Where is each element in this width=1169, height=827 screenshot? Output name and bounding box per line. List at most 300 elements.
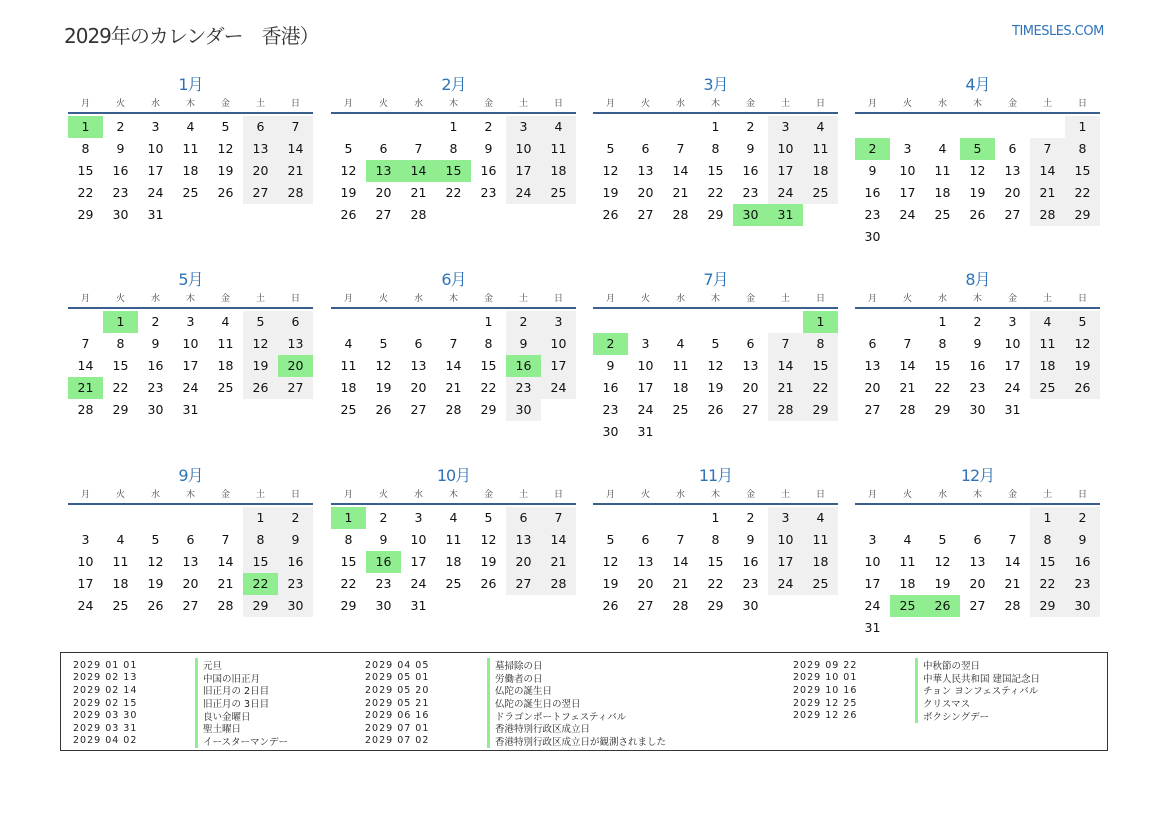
month-1 (68, 74, 313, 226)
month-name: 12月 (960, 466, 995, 485)
month-2 (331, 74, 576, 226)
day-cell: 9 (746, 532, 755, 547)
holiday-date: 2029 03 31 (73, 722, 138, 734)
day-grid (331, 116, 576, 226)
day-cell: 15 (1030, 551, 1065, 573)
day-cell: 7 (1030, 138, 1065, 160)
weekday-label: 土 (780, 294, 790, 304)
weekday-label: 木 (448, 490, 458, 500)
day-cell: 21 (1004, 576, 1021, 591)
day-cell: 28 (77, 402, 94, 417)
day-cell: 20 (1004, 185, 1021, 200)
day-cell: 15 (1065, 160, 1100, 182)
weekday-label: 金 (1007, 490, 1017, 500)
day-cell: 26 (602, 207, 619, 222)
weekday-label: 月 (343, 99, 353, 109)
holiday-day-cell: 1 (103, 311, 138, 333)
month-name: 6月 (441, 270, 466, 289)
weekday-label: 金 (745, 490, 755, 500)
day-cell: 16 (742, 554, 759, 569)
day-cell: 29 (480, 402, 497, 417)
day-cell: 28 (1004, 598, 1021, 613)
day-cell: 28 (410, 207, 427, 222)
holiday-name: 聖土曜日 (195, 721, 241, 735)
day-cell: 12 (969, 163, 986, 178)
empty-cell (925, 116, 960, 138)
day-cell: 19 (707, 380, 724, 395)
day-cell: 21 (278, 160, 313, 182)
day-cell: 26 (1065, 377, 1100, 399)
day-cell: 2 (116, 119, 125, 134)
day-cell: 18 (899, 576, 916, 591)
day-cell: 7 (903, 336, 912, 351)
day-cell: 8 (938, 336, 947, 351)
weekday-label: 日 (553, 490, 563, 500)
weekday-label: 金 (1007, 294, 1017, 304)
weekday-label: 木 (448, 99, 458, 109)
empty-cell (436, 311, 471, 333)
empty-cell (890, 116, 925, 138)
holiday-name: 香港特別行政区成立日が観測されました (487, 734, 666, 748)
day-cell: 20 (742, 380, 759, 395)
day-cell: 6 (278, 311, 313, 333)
day-cell: 21 (1030, 182, 1065, 204)
empty-cell (331, 116, 366, 138)
month-name: 9月 (178, 466, 203, 485)
day-cell: 29 (340, 598, 357, 613)
day-cell: 15 (707, 163, 724, 178)
day-cell: 26 (375, 402, 392, 417)
day-cell: 18 (445, 554, 462, 569)
holiday-date: 2029 06 16 (365, 710, 430, 722)
weekday-label: 月 (867, 490, 877, 500)
day-cell: 13 (243, 138, 278, 160)
day-cell: 31 (1004, 402, 1021, 417)
day-cell: 16 (278, 551, 313, 573)
day-cell: 22 (934, 380, 951, 395)
holiday-name: 香港特別行政区成立日 (487, 721, 590, 735)
weekday-label: 金 (483, 490, 493, 500)
day-cell: 7 (221, 532, 230, 547)
day-cell: 10 (77, 554, 94, 569)
weekday-label: 日 (290, 99, 300, 109)
day-cell: 24 (768, 573, 803, 595)
weekday-header (593, 96, 838, 114)
day-cell: 27 (742, 402, 759, 417)
day-cell: 30 (506, 399, 541, 421)
holiday-row (73, 659, 288, 672)
day-cell: 14 (445, 358, 462, 373)
day-cell: 8 (344, 532, 353, 547)
day-cell: 4 (1030, 311, 1065, 333)
weekday-label: 水 (150, 294, 160, 304)
day-cell: 8 (116, 336, 125, 351)
day-cell: 2 (278, 507, 313, 529)
weekday-label: 土 (255, 294, 265, 304)
day-cell: 4 (803, 507, 838, 529)
empty-cell (1030, 116, 1065, 138)
empty-cell (768, 311, 803, 333)
day-cell: 22 (77, 185, 94, 200)
holiday-day-cell: 31 (768, 204, 803, 226)
day-cell: 1 (938, 314, 947, 329)
day-cell: 8 (81, 141, 90, 156)
empty-cell (890, 311, 925, 333)
day-cell: 30 (742, 598, 759, 613)
holiday-date: 2029 04 02 (73, 735, 138, 747)
holiday-row (73, 735, 288, 748)
empty-cell (593, 507, 628, 529)
holiday-day-cell: 13 (366, 160, 401, 182)
day-cell: 5 (1065, 311, 1100, 333)
day-cell: 12 (707, 358, 724, 373)
day-cell: 3 (186, 314, 195, 329)
day-cell: 1 (484, 314, 493, 329)
day-cell: 12 (602, 163, 619, 178)
day-cell: 2 (746, 510, 755, 525)
holiday-row (365, 709, 666, 722)
day-cell: 11 (541, 138, 576, 160)
weekday-header (331, 96, 576, 114)
empty-cell (68, 507, 103, 529)
day-cell: 7 (81, 336, 90, 351)
day-cell: 24 (899, 207, 916, 222)
holiday-day-cell: 1 (331, 507, 366, 529)
day-cell: 5 (344, 141, 353, 156)
empty-cell (855, 116, 890, 138)
weekday-label: 金 (1007, 99, 1017, 109)
holiday-date: 2029 02 14 (73, 684, 138, 696)
day-cell: 23 (278, 573, 313, 595)
site-name: TIMESLES.COM (1012, 24, 1104, 39)
day-cell: 17 (182, 358, 199, 373)
day-cell: 20 (506, 551, 541, 573)
day-cell: 29 (243, 595, 278, 617)
day-cell: 29 (1065, 204, 1100, 226)
day-cell: 26 (243, 377, 278, 399)
empty-cell (890, 507, 925, 529)
day-cell: 24 (77, 598, 94, 613)
day-grid (593, 311, 838, 443)
empty-cell (366, 311, 401, 333)
weekday-label: 火 (902, 294, 912, 304)
day-grid (331, 311, 576, 421)
holiday-date: 2029 05 21 (365, 697, 430, 709)
day-cell: 8 (1065, 138, 1100, 160)
day-cell: 25 (541, 182, 576, 204)
day-cell: 21 (410, 185, 427, 200)
day-cell: 23 (375, 576, 392, 591)
day-cell: 8 (484, 336, 493, 351)
day-cell: 14 (1004, 554, 1021, 569)
weekday-header (68, 96, 313, 114)
weekday-label: 木 (185, 99, 195, 109)
day-cell: 3 (81, 532, 90, 547)
weekday-label: 水 (150, 490, 160, 500)
day-cell: 18 (182, 163, 199, 178)
weekday-label: 水 (675, 490, 685, 500)
day-cell: 13 (637, 163, 654, 178)
weekday-label: 月 (867, 294, 877, 304)
day-cell: 4 (903, 532, 912, 547)
day-cell: 6 (243, 116, 278, 138)
day-cell: 11 (803, 529, 838, 551)
day-cell: 21 (217, 576, 234, 591)
day-cell: 29 (934, 402, 951, 417)
day-cell: 18 (803, 160, 838, 182)
day-cell: 12 (243, 333, 278, 355)
day-cell: 12 (217, 141, 234, 156)
day-cell: 23 (742, 185, 759, 200)
day-cell: 10 (1004, 336, 1021, 351)
day-cell: 28 (899, 402, 916, 417)
day-cell: 2 (484, 119, 493, 134)
day-cell: 7 (414, 141, 423, 156)
day-cell: 19 (340, 185, 357, 200)
day-cell: 24 (506, 182, 541, 204)
day-cell: 20 (637, 576, 654, 591)
day-cell: 14 (77, 358, 94, 373)
day-cell: 22 (803, 377, 838, 399)
day-cell: 3 (151, 119, 160, 134)
day-cell: 17 (864, 576, 881, 591)
day-cell: 18 (112, 576, 129, 591)
day-cell: 8 (803, 333, 838, 355)
holiday-name: 仏陀の誕生日の翌日 (487, 696, 581, 710)
holiday-day-cell: 26 (925, 595, 960, 617)
day-cell: 27 (637, 207, 654, 222)
day-cell: 25 (112, 598, 129, 613)
day-cell: 2 (151, 314, 160, 329)
day-cell: 29 (707, 207, 724, 222)
day-cell: 7 (676, 141, 685, 156)
day-cell: 8 (711, 141, 720, 156)
holiday-row (793, 697, 1040, 710)
day-cell: 14 (278, 138, 313, 160)
day-cell: 3 (868, 532, 877, 547)
day-cell: 25 (803, 573, 838, 595)
holiday-row (73, 722, 288, 735)
holiday-day-cell: 30 (733, 204, 768, 226)
day-cell: 8 (1030, 529, 1065, 551)
weekday-label: 火 (902, 99, 912, 109)
day-cell: 3 (541, 311, 576, 333)
empty-cell (401, 116, 436, 138)
holiday-row (73, 697, 288, 710)
day-cell: 13 (1004, 163, 1021, 178)
holiday-name: 労働者の日 (487, 671, 543, 685)
empty-cell (698, 311, 733, 333)
day-cell: 26 (602, 598, 619, 613)
empty-cell (663, 507, 698, 529)
month-name: 10月 (436, 466, 471, 485)
weekday-label: 日 (1077, 99, 1087, 109)
day-cell: 11 (182, 141, 199, 156)
day-cell: 9 (746, 141, 755, 156)
day-cell: 17 (768, 160, 803, 182)
day-cell: 19 (243, 355, 278, 377)
day-cell: 26 (969, 207, 986, 222)
day-cell: 25 (445, 576, 462, 591)
day-cell: 5 (484, 510, 493, 525)
empty-cell (960, 507, 995, 529)
day-cell: 17 (147, 163, 164, 178)
day-cell: 18 (803, 551, 838, 573)
day-cell: 3 (903, 141, 912, 156)
day-cell: 10 (864, 554, 881, 569)
day-cell: 9 (1065, 529, 1100, 551)
weekday-label: 金 (220, 294, 230, 304)
day-cell: 5 (243, 311, 278, 333)
empty-cell (593, 311, 628, 333)
weekday-header (855, 96, 1100, 114)
holiday-row (365, 684, 666, 697)
weekday-label: 火 (640, 490, 650, 500)
day-cell: 6 (1008, 141, 1017, 156)
day-cell: 5 (711, 336, 720, 351)
empty-cell (663, 116, 698, 138)
weekday-label: 日 (1077, 490, 1087, 500)
day-cell: 25 (217, 380, 234, 395)
holiday-date: 2029 07 02 (365, 735, 430, 747)
weekday-label: 月 (867, 99, 877, 109)
day-grid (68, 311, 313, 421)
day-grid (855, 116, 1100, 248)
weekday-label: 土 (518, 99, 528, 109)
day-cell: 20 (637, 185, 654, 200)
day-cell: 24 (864, 598, 881, 613)
holiday-day-cell: 1 (68, 116, 103, 138)
day-cell: 6 (868, 336, 877, 351)
day-cell: 8 (449, 141, 458, 156)
day-cell: 6 (506, 507, 541, 529)
holiday-row (793, 709, 1040, 722)
day-cell: 6 (973, 532, 982, 547)
holiday-date: 2029 03 30 (73, 710, 138, 722)
holiday-row (73, 672, 288, 685)
day-cell: 9 (973, 336, 982, 351)
day-cell: 23 (147, 380, 164, 395)
day-cell: 20 (243, 160, 278, 182)
holiday-name: 元旦 (195, 658, 222, 672)
month-11 (593, 465, 838, 617)
holiday-date: 2029 05 20 (365, 684, 430, 696)
day-cell: 7 (676, 532, 685, 547)
day-cell: 28 (672, 207, 689, 222)
weekday-label: 水 (675, 99, 685, 109)
month-8 (855, 269, 1100, 421)
day-cell: 26 (217, 185, 234, 200)
holiday-day-cell: 1 (803, 311, 838, 333)
weekday-label: 土 (518, 294, 528, 304)
holiday-day-cell: 5 (960, 138, 995, 160)
holiday-row (73, 709, 288, 722)
month-6 (331, 269, 576, 421)
weekday-label: 土 (1042, 294, 1052, 304)
day-cell: 26 (340, 207, 357, 222)
day-cell: 7 (1008, 532, 1017, 547)
day-cell: 19 (1065, 355, 1100, 377)
day-cell: 24 (147, 185, 164, 200)
month-name: 11月 (698, 466, 733, 485)
month-5 (68, 269, 313, 421)
weekday-label: 日 (553, 99, 563, 109)
day-cell: 10 (506, 138, 541, 160)
holiday-name: ドラゴンボートフェスティバル (487, 709, 626, 723)
day-cell: 2 (973, 314, 982, 329)
day-cell: 2 (379, 510, 388, 525)
holiday-date: 2029 02 13 (73, 672, 138, 684)
holiday-date: 2029 05 01 (365, 672, 430, 684)
day-cell: 21 (445, 380, 462, 395)
day-cell: 6 (641, 141, 650, 156)
day-cell: 19 (969, 185, 986, 200)
day-cell: 23 (969, 380, 986, 395)
day-cell: 22 (480, 380, 497, 395)
holiday-name: ボクシングデー (915, 709, 989, 723)
weekday-label: 土 (1042, 99, 1052, 109)
day-cell: 23 (742, 576, 759, 591)
holiday-name: 旧正月の 2日目 (195, 683, 269, 697)
day-cell: 26 (480, 576, 497, 591)
empty-cell (593, 116, 628, 138)
day-cell: 25 (1030, 377, 1065, 399)
empty-cell (733, 311, 768, 333)
weekday-label: 木 (710, 99, 720, 109)
weekday-label: 水 (413, 294, 423, 304)
day-cell: 30 (969, 402, 986, 417)
day-cell: 28 (672, 598, 689, 613)
day-cell: 27 (969, 598, 986, 613)
weekday-label: 金 (745, 294, 755, 304)
day-cell: 22 (1065, 182, 1100, 204)
weekday-header (593, 291, 838, 309)
holiday-day-cell: 20 (278, 355, 313, 377)
day-cell: 12 (375, 358, 392, 373)
holiday-row (365, 697, 666, 710)
day-cell: 4 (221, 314, 230, 329)
day-cell: 10 (147, 141, 164, 156)
day-cell: 25 (672, 402, 689, 417)
day-cell: 3 (768, 116, 803, 138)
holiday-name: 中国の旧正月 (195, 671, 260, 685)
day-cell: 11 (112, 554, 129, 569)
weekday-label: 金 (745, 99, 755, 109)
holiday-row (793, 684, 1040, 697)
day-cell: 4 (803, 116, 838, 138)
day-cell: 22 (445, 185, 462, 200)
day-cell: 29 (112, 402, 129, 417)
day-cell: 14 (1030, 160, 1065, 182)
weekday-label: 月 (605, 490, 615, 500)
day-cell: 13 (864, 358, 881, 373)
day-cell: 15 (77, 163, 94, 178)
day-cell: 16 (602, 380, 619, 395)
day-cell: 30 (278, 595, 313, 617)
day-cell: 16 (742, 163, 759, 178)
holiday-column-3 (793, 659, 1040, 722)
weekday-label: 金 (483, 294, 493, 304)
weekday-label: 火 (115, 99, 125, 109)
day-cell: 16 (480, 163, 497, 178)
day-cell: 3 (414, 510, 423, 525)
month-10 (331, 465, 576, 617)
holiday-day-cell: 14 (401, 160, 436, 182)
holiday-date: 2029 12 25 (793, 697, 858, 709)
day-cell: 17 (77, 576, 94, 591)
holiday-day-cell: 16 (506, 355, 541, 377)
day-cell: 3 (1008, 314, 1017, 329)
